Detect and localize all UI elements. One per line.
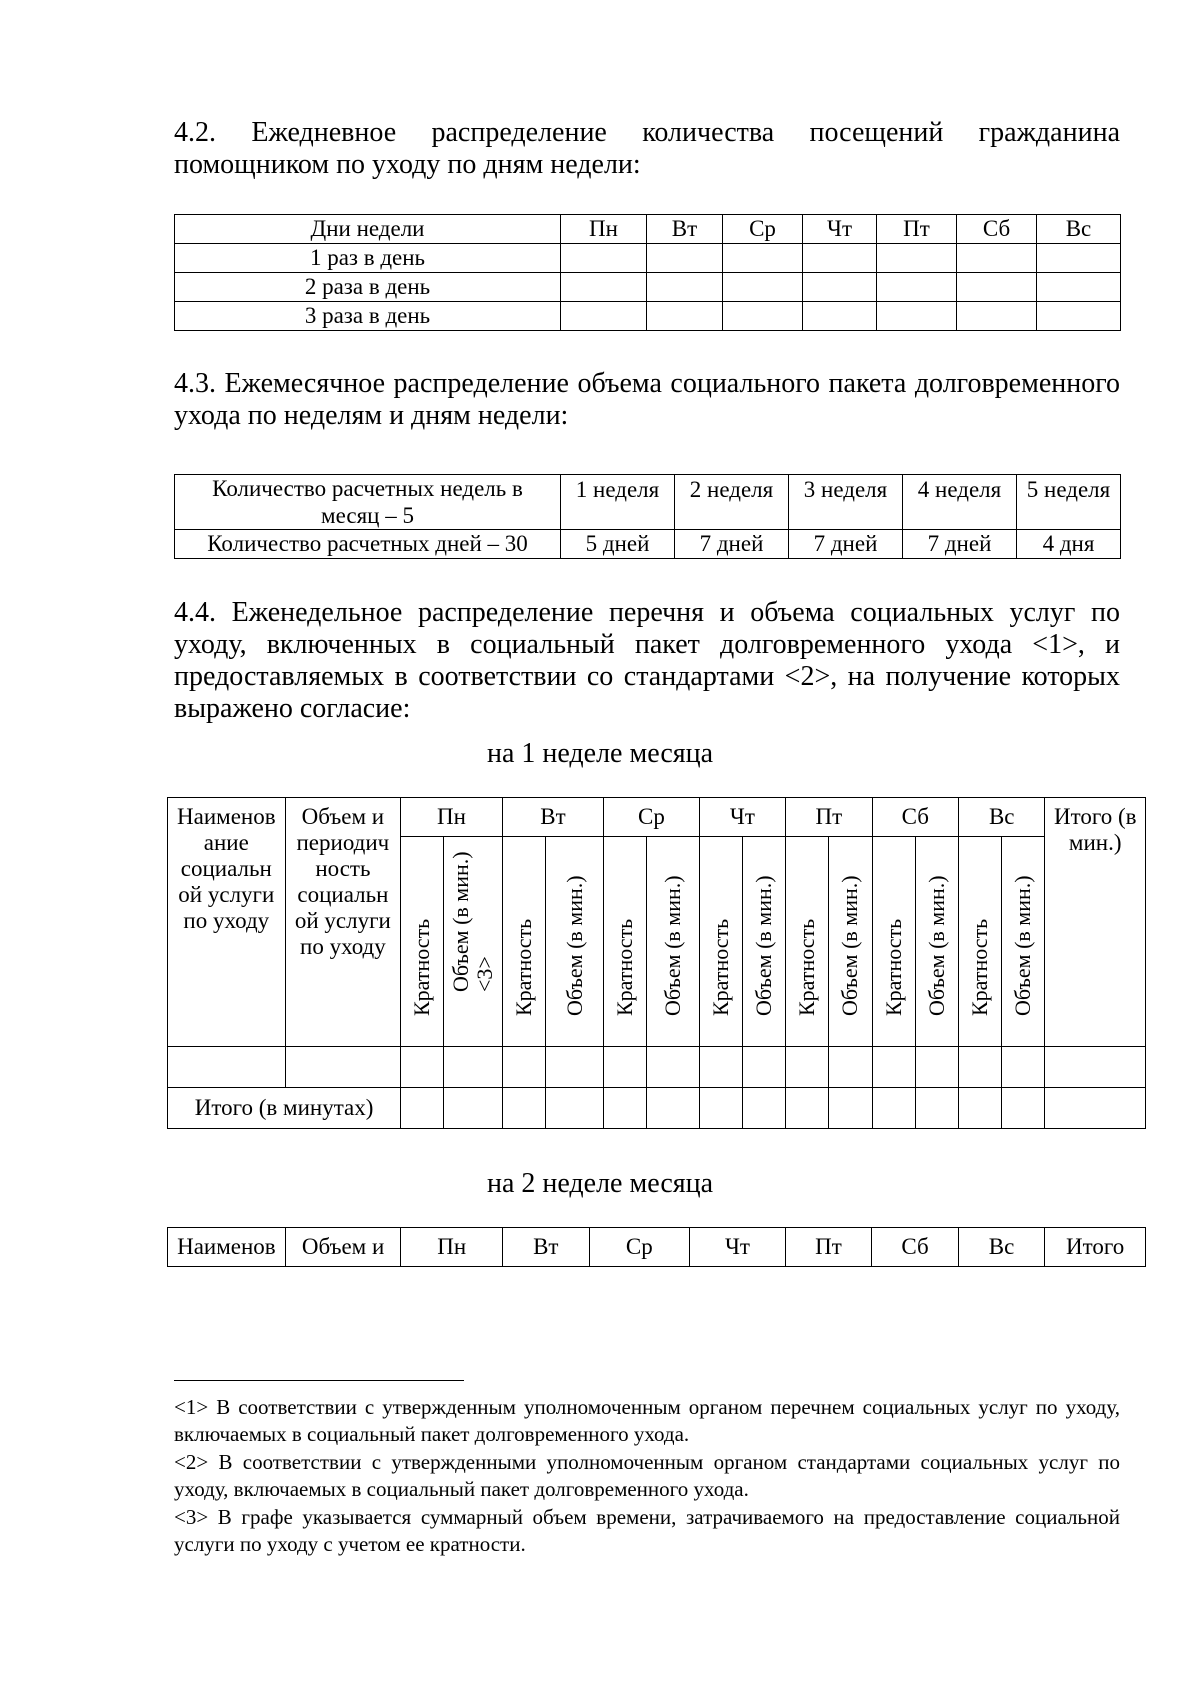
table-header-cell: Пт [877,215,957,244]
table-cell[interactable] [647,273,723,302]
day-header: Чт [699,798,785,837]
table-cell[interactable] [444,1047,502,1088]
table-cell[interactable] [877,244,957,273]
table-cell: 5 неделя [1017,475,1121,530]
table-cell[interactable] [959,1088,1002,1129]
table-cell[interactable] [742,1047,785,1088]
row-label: 2 раза в день [175,273,561,302]
subheader-volume-note: Объем (в мин.) <3> [448,851,498,992]
table-row [175,244,1121,273]
table-row [168,1088,1146,1129]
subheader-cell [872,837,915,1047]
table-cell[interactable] [723,302,803,331]
section-4-4-text: 4.4. Еженедельное распределение перечня и объема социальных услуг по уходу, включенных в социальный пакет долговременного ухода <1>, и предоставляемых в соответствии со стандартами <2>, на получение которых выражено согласие: [174,597,1120,724]
table-cell: 4 неделя [903,475,1017,530]
footnote-3: <3> В графе указывается суммарный объем времени, затрачиваемого на предоставление социальной услуги по уходу с учетом ее кратности. [174,1505,1120,1556]
row-label: 1 раз в день [175,244,561,273]
table-cell[interactable] [502,1088,545,1129]
subheader-cell [742,837,785,1047]
subheader-frequency: Кратность [409,918,435,1016]
subheader-cell [604,837,647,1047]
table-cell[interactable] [829,1047,872,1088]
footnote-separator [174,1380,464,1381]
day-header: Вс [958,1228,1045,1267]
table-row [168,1047,1146,1088]
subheader-cell [829,837,872,1047]
table-header-cell: Ср [723,215,803,244]
day-header: Пт [785,1228,872,1267]
table-row [168,1228,1146,1267]
subheader-frequency: Кратность [510,918,536,1016]
table-cell[interactable] [915,1088,958,1129]
table-cell[interactable] [877,273,957,302]
table-cell[interactable] [699,1088,742,1129]
table-cell[interactable] [401,1047,444,1088]
table-row [175,475,1121,530]
col-header-volume: Объем и периодич ность социальн ой услуги по уходу [285,798,401,1047]
table-cell[interactable] [1045,1088,1146,1129]
subheader-frequency: Кратность [880,918,906,1016]
footnote-2: <2> В соответствии с утвержденными уполномоченным органом стандартами социальных услуг по уходу, включаемых в социальный пакет долговременного ухода. [174,1450,1120,1501]
table-cell[interactable] [803,273,877,302]
table-cell[interactable] [285,1047,401,1088]
table-row [168,798,1146,837]
col-header-total: Итого (в мин.) [1045,798,1146,1047]
table-cell[interactable] [699,1047,742,1088]
day-header: Ср [604,798,699,837]
table-cell[interactable] [401,1088,444,1129]
subheader-cell [545,837,603,1047]
table-header-cell: Дни недели [175,215,561,244]
day-header: Вс [959,798,1045,837]
table-cell[interactable] [786,1088,829,1129]
section-4-2-text: 4.2. Ежедневное распределение количества посещений гражданина помощником по уходу по дням недели: [174,117,1120,180]
table-header-cell: Пн [561,215,647,244]
table-cell[interactable] [803,244,877,273]
day-header: Ср [589,1228,690,1267]
row-label: 3 раза в день [175,302,561,331]
table-cell[interactable] [1037,244,1121,273]
subheader-frequency: Кратность [612,918,638,1016]
row-label: Количество расчетных дней – 30 [175,530,561,559]
day-header: Пн [401,798,503,837]
subheader-frequency: Кратность [794,918,820,1016]
section-4-3-text: 4.3. Ежемесячное распределение объема социального пакета долговременного ухода по неделям и дням недели: [174,368,1120,431]
subheader-cell [444,837,502,1047]
table-cell[interactable] [502,1047,545,1088]
table-cell[interactable] [1037,302,1121,331]
table-cell[interactable] [444,1088,502,1129]
table-cell: 7 дней [675,530,789,559]
subheader-volume: Объем (в мин.) [837,875,863,1016]
day-header: Сб [872,1228,959,1267]
row-label: Количество расчетных недель в месяц – 5 [175,475,561,530]
subheader-volume: Объем (в мин.) [923,875,949,1016]
table-cell: 1 неделя [561,475,675,530]
table-cell[interactable] [723,244,803,273]
table-cell[interactable] [604,1088,647,1129]
table-cell: 4 дня [1017,530,1121,559]
table-row [175,302,1121,331]
table-cell[interactable] [877,302,957,331]
subheader-frequency: Кратность [967,918,993,1016]
table-cell[interactable] [647,302,723,331]
table-header-cell: Вс [1037,215,1121,244]
table-cell: 3 неделя [789,475,903,530]
table-row [175,530,1121,559]
table-cell[interactable] [803,302,877,331]
day-header: Сб [872,798,958,837]
table-cell[interactable] [829,1088,872,1129]
table-cell[interactable] [959,1047,1002,1088]
subheader-cell [786,837,829,1047]
subheader-cell [502,837,545,1047]
table-cell[interactable] [561,302,647,331]
table-header-cell: Сб [957,215,1037,244]
table-cell[interactable] [915,1047,958,1088]
table-cell[interactable] [957,273,1037,302]
week-1-services-table [167,797,1146,1129]
subheader-cell [699,837,742,1047]
table-cell: 2 неделя [675,475,789,530]
col-header-name: Наименов ание социальн ой услуги по уходу [168,798,286,1047]
table-cell: 5 дней [561,530,675,559]
table-cell[interactable] [872,1047,915,1088]
day-header: Вт [503,1228,590,1267]
table-cell[interactable] [647,1047,699,1088]
table-cell[interactable] [957,244,1037,273]
day-header: Пт [786,798,872,837]
week-2-caption: на 2 неделе месяца [486,1168,714,1199]
table-cell[interactable] [1037,273,1121,302]
subheader-cell [915,837,958,1047]
table-cell[interactable] [545,1047,603,1088]
week-1-caption: на 1 неделе месяца [486,738,714,769]
subheader-cell [401,837,444,1047]
table-cell: 7 дней [903,530,1017,559]
table-cell[interactable] [957,302,1037,331]
table-cell[interactable] [545,1088,603,1129]
table-cell: 7 дней [789,530,903,559]
table-row [175,273,1121,302]
day-header: Вт [502,798,604,837]
table-cell[interactable] [872,1088,915,1129]
subheader-volume: Объем (в мин.) [1010,875,1036,1016]
day-header: Чт [690,1228,786,1267]
subheader-cell [959,837,1002,1047]
table-header-cell: Вт [647,215,723,244]
table-cell[interactable] [1002,1088,1045,1129]
col-header-name: Наименов [168,1228,286,1267]
table-cell[interactable] [561,273,647,302]
table-row [175,215,1121,244]
daily-visits-table [174,214,1121,331]
col-header-total: Итого [1045,1228,1146,1267]
subheader-cell [647,837,699,1047]
table-cell[interactable] [604,1047,647,1088]
table-cell[interactable] [647,1088,699,1129]
subheader-volume: Объем (в мин.) [660,875,686,1016]
subheader-cell [1002,837,1045,1047]
table-cell[interactable] [723,273,803,302]
week-2-services-table [167,1227,1146,1267]
subheader-volume: Объем (в мин.) [561,875,587,1016]
subheader-frequency: Кратность [707,918,733,1016]
table-cell[interactable] [1045,1047,1146,1088]
table-cell[interactable] [561,244,647,273]
table-cell[interactable] [742,1088,785,1129]
footnote-1: <1> В соответствии с утвержденным уполномоченным органом перечнем социальных услуг по уходу, включаемых в социальный пакет долговременного ухода. [174,1395,1120,1446]
monthly-distribution-table [174,474,1121,559]
col-header-volume: Объем и [285,1228,401,1267]
table-cell[interactable] [786,1047,829,1088]
subheader-volume: Объем (в мин.) [750,875,776,1016]
table-cell[interactable] [647,244,723,273]
table-header-cell: Чт [803,215,877,244]
table-cell[interactable] [1002,1047,1045,1088]
total-row-label: Итого (в минутах) [168,1088,401,1129]
day-header: Пн [401,1228,503,1267]
table-cell[interactable] [168,1047,286,1088]
